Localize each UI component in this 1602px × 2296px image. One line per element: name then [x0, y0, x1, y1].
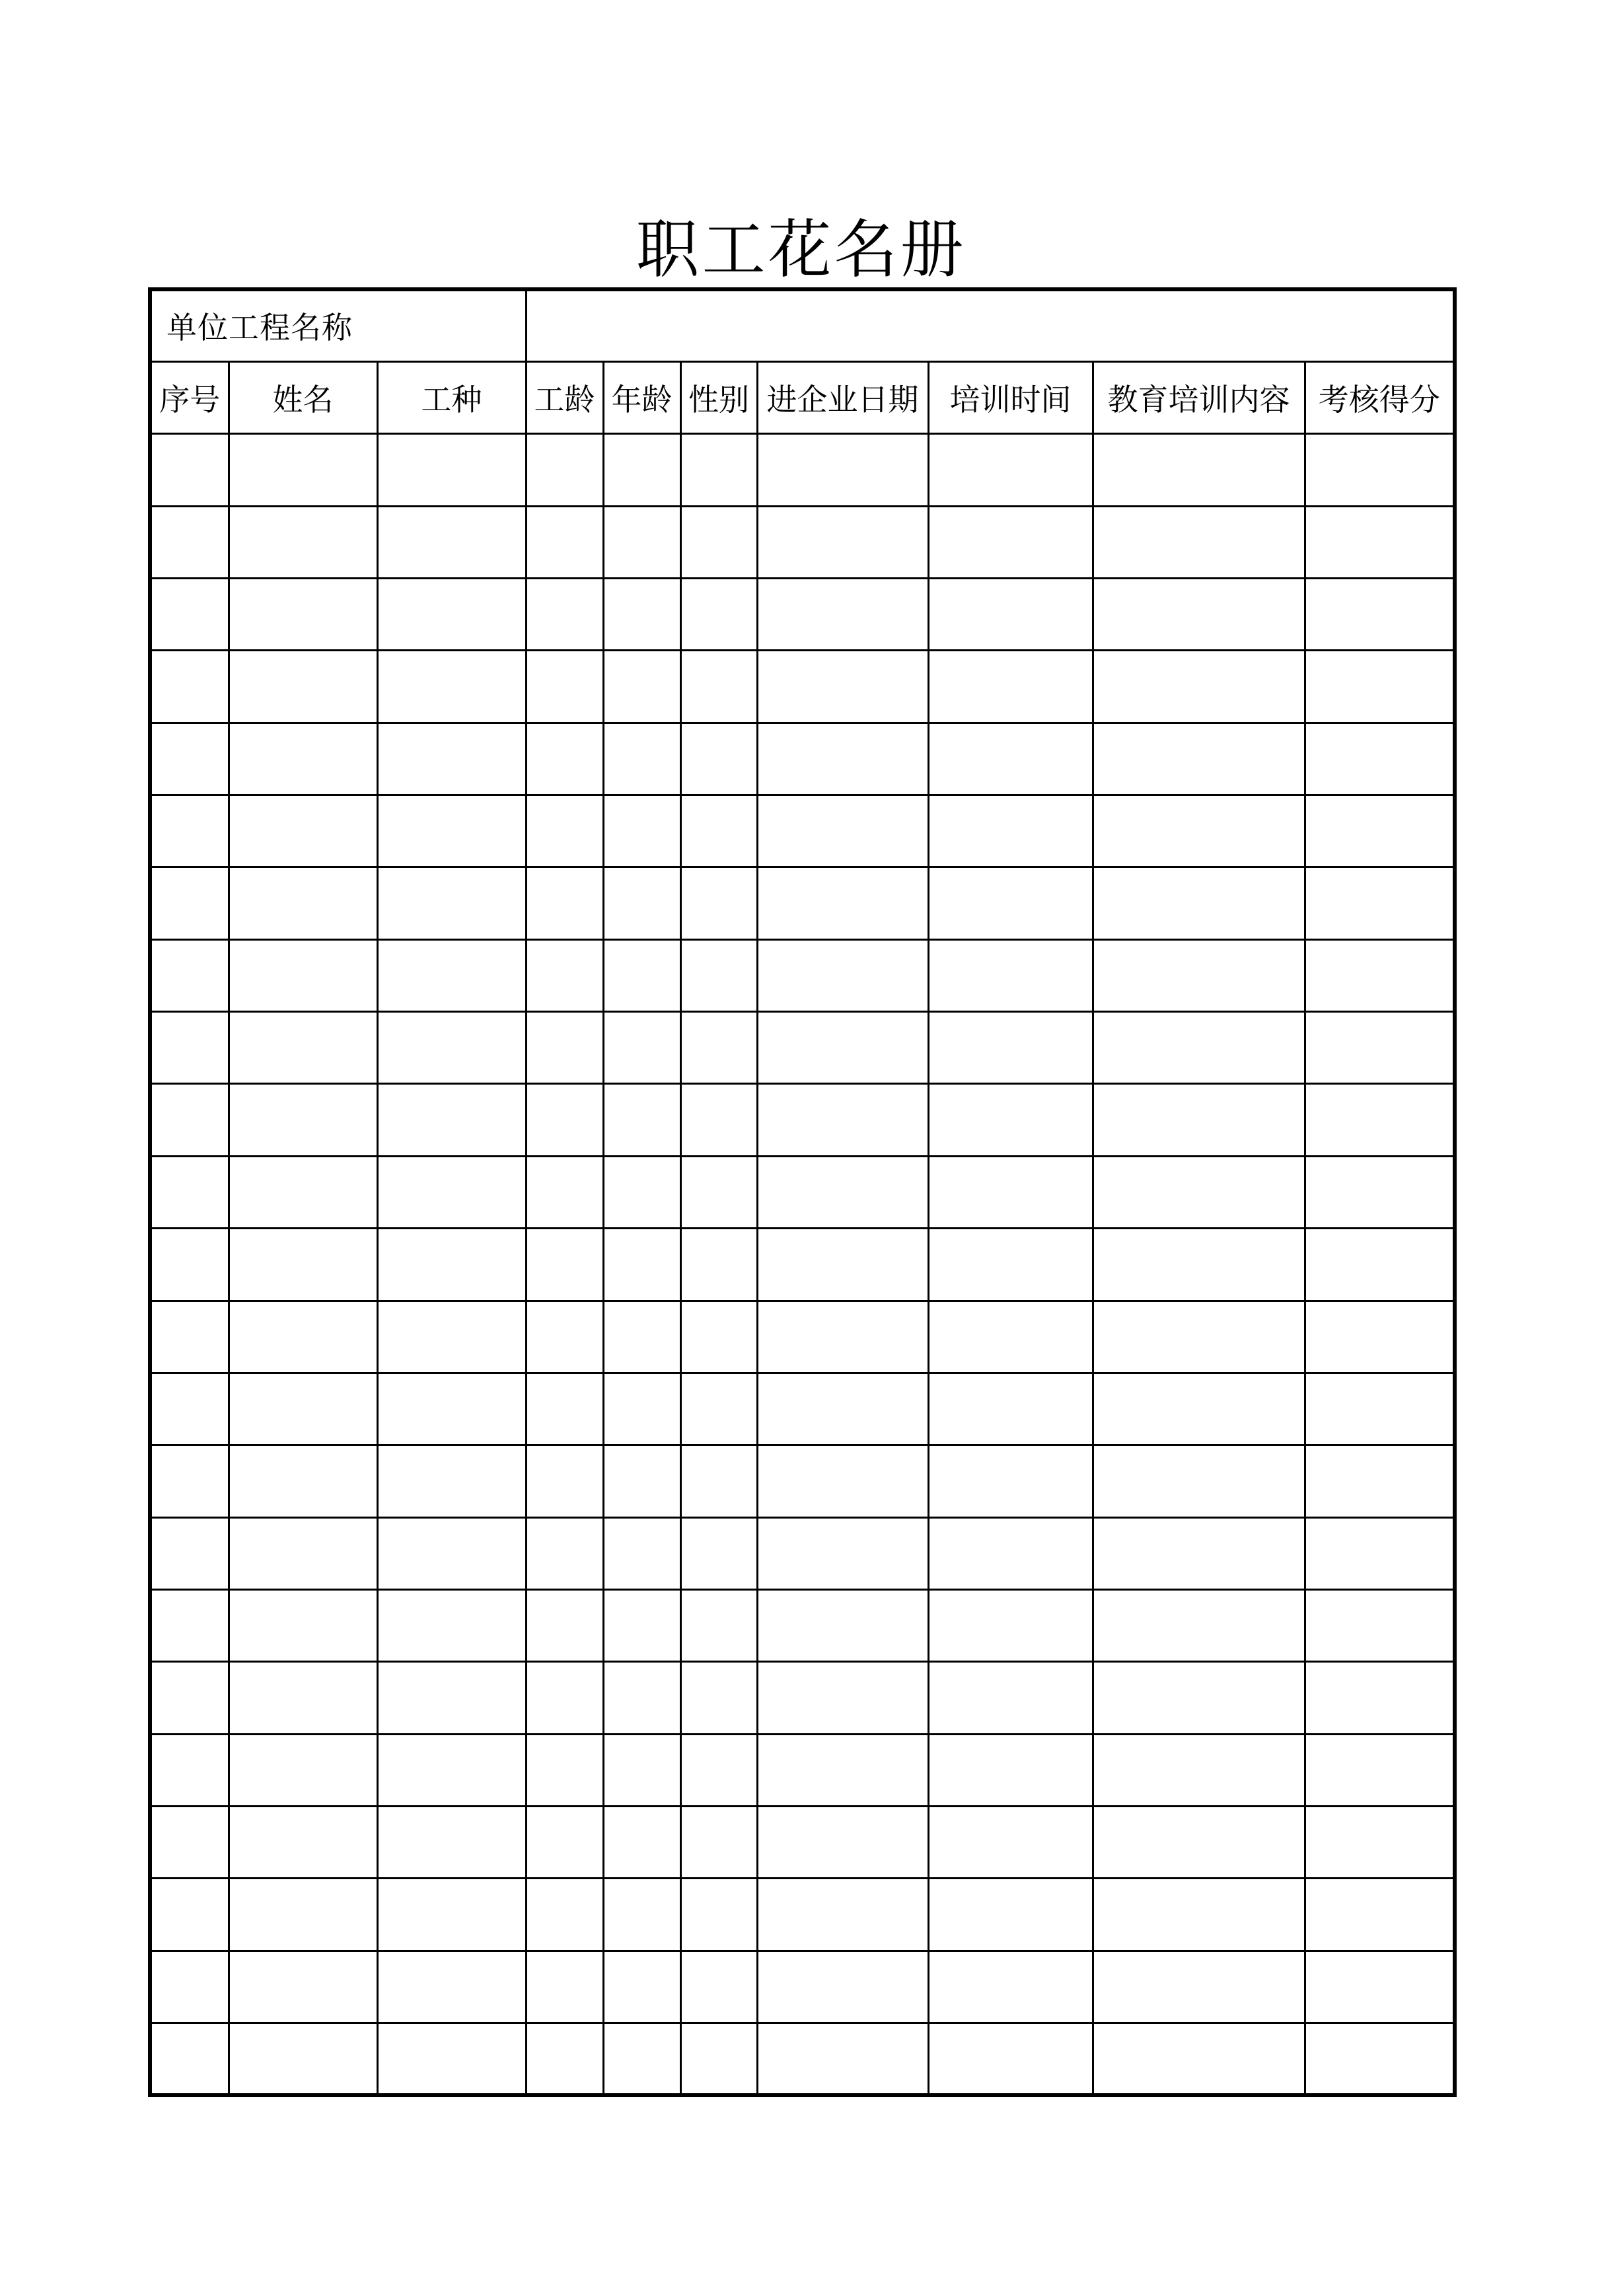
- table-cell[interactable]: [229, 1807, 377, 1879]
- table-row: [150, 578, 1455, 650]
- table-cell[interactable]: [603, 2023, 680, 2095]
- table-row: [150, 651, 1455, 723]
- table-cell[interactable]: [1093, 1879, 1305, 1951]
- table-cell[interactable]: [229, 939, 377, 1011]
- table-cell[interactable]: [757, 578, 928, 650]
- table-cell[interactable]: [928, 1156, 1093, 1228]
- table-cell[interactable]: [229, 1301, 377, 1373]
- table-cell[interactable]: [526, 1951, 603, 2023]
- table-cell[interactable]: [377, 1229, 526, 1301]
- table-cell[interactable]: [150, 1301, 229, 1373]
- table-cell[interactable]: [150, 867, 229, 939]
- table-cell[interactable]: [603, 1517, 680, 1589]
- table-row: [150, 795, 1455, 867]
- table-cell[interactable]: [526, 1589, 603, 1661]
- table-cell[interactable]: [603, 1662, 680, 1734]
- table-cell[interactable]: [1093, 1589, 1305, 1661]
- table-cell[interactable]: [757, 1517, 928, 1589]
- table-cell[interactable]: [757, 1589, 928, 1661]
- table-cell[interactable]: [150, 1373, 229, 1445]
- table-cell[interactable]: [526, 1373, 603, 1445]
- table-cell[interactable]: [150, 506, 229, 578]
- table-cell[interactable]: [1305, 1229, 1455, 1301]
- table-cell[interactable]: [680, 2023, 757, 2095]
- table-cell[interactable]: [526, 939, 603, 1011]
- table-cell[interactable]: [150, 2023, 229, 2095]
- table-cell[interactable]: [526, 1301, 603, 1373]
- table-cell[interactable]: [229, 1734, 377, 1806]
- table-cell[interactable]: [229, 434, 377, 506]
- table-cell[interactable]: [1093, 1734, 1305, 1806]
- table-cell[interactable]: [680, 434, 757, 506]
- table-row: [150, 1301, 1455, 1373]
- table-cell[interactable]: [526, 1807, 603, 1879]
- table-cell[interactable]: [603, 1084, 680, 1156]
- table-cell[interactable]: [526, 1156, 603, 1228]
- table-cell[interactable]: [1305, 434, 1455, 506]
- table-cell[interactable]: [1305, 1012, 1455, 1084]
- table-row: [150, 2023, 1455, 2095]
- table-cell[interactable]: [680, 1156, 757, 1228]
- table-cell[interactable]: [603, 1589, 680, 1661]
- table-cell[interactable]: [1305, 1662, 1455, 1734]
- table-cell[interactable]: [680, 1951, 757, 2023]
- table-cell[interactable]: [928, 651, 1093, 723]
- table-cell[interactable]: [150, 651, 229, 723]
- table-cell[interactable]: [1093, 1301, 1305, 1373]
- table-cell[interactable]: [150, 1662, 229, 1734]
- table-cell[interactable]: [680, 795, 757, 867]
- table-cell[interactable]: [928, 1807, 1093, 1879]
- table-cell[interactable]: [1305, 795, 1455, 867]
- table-cell[interactable]: [377, 651, 526, 723]
- table-cell[interactable]: [680, 1012, 757, 1084]
- table-cell[interactable]: [1305, 506, 1455, 578]
- table-cell[interactable]: [150, 1589, 229, 1661]
- table-cell[interactable]: [150, 1445, 229, 1517]
- table-cell[interactable]: [603, 578, 680, 650]
- table-cell[interactable]: [1093, 434, 1305, 506]
- table-cell[interactable]: [150, 578, 229, 650]
- table-cell[interactable]: [1305, 1951, 1455, 2023]
- table-cell[interactable]: [229, 1951, 377, 2023]
- table-cell[interactable]: [928, 1951, 1093, 2023]
- table-cell[interactable]: [1305, 651, 1455, 723]
- table-cell[interactable]: [229, 1084, 377, 1156]
- table-cell[interactable]: [1093, 1156, 1305, 1228]
- table-cell[interactable]: [150, 939, 229, 1011]
- table-cell[interactable]: [526, 651, 603, 723]
- table-cell[interactable]: [377, 939, 526, 1011]
- table-cell[interactable]: [229, 651, 377, 723]
- table-cell[interactable]: [757, 1807, 928, 1879]
- table-cell[interactable]: [680, 1301, 757, 1373]
- table-cell[interactable]: [229, 578, 377, 650]
- table-cell[interactable]: [757, 2023, 928, 2095]
- table-cell[interactable]: [928, 506, 1093, 578]
- table-cell[interactable]: [526, 867, 603, 939]
- table-row: [150, 723, 1455, 795]
- table-cell[interactable]: [526, 1229, 603, 1301]
- table-cell[interactable]: [377, 1445, 526, 1517]
- table-cell[interactable]: [928, 1373, 1093, 1445]
- table-row: [150, 506, 1455, 578]
- table-cell[interactable]: [229, 1879, 377, 1951]
- table-cell[interactable]: [603, 1229, 680, 1301]
- table-cell[interactable]: [526, 1084, 603, 1156]
- table-row: [150, 1951, 1455, 2023]
- table-cell[interactable]: [928, 723, 1093, 795]
- table-cell[interactable]: [229, 1373, 377, 1445]
- table-cell[interactable]: [757, 795, 928, 867]
- column-header: 培训时间: [928, 361, 1093, 433]
- table-cell[interactable]: [1305, 1156, 1455, 1228]
- table-row: [150, 1229, 1455, 1301]
- table-cell[interactable]: [377, 578, 526, 650]
- table-cell[interactable]: [150, 795, 229, 867]
- table-cell[interactable]: [680, 1084, 757, 1156]
- table-cell[interactable]: [680, 1589, 757, 1661]
- table-cell[interactable]: [680, 1662, 757, 1734]
- table-cell[interactable]: [377, 1301, 526, 1373]
- table-cell[interactable]: [1093, 723, 1305, 795]
- table-cell[interactable]: [229, 723, 377, 795]
- table-cell[interactable]: [757, 1662, 928, 1734]
- table-cell[interactable]: [928, 1445, 1093, 1517]
- table-cell[interactable]: [1305, 1084, 1455, 1156]
- table-cell[interactable]: [1305, 1734, 1455, 1806]
- header-row: [150, 361, 1455, 433]
- table-cell[interactable]: [603, 1301, 680, 1373]
- table-cell[interactable]: [757, 1012, 928, 1084]
- table-cell[interactable]: [757, 1373, 928, 1445]
- table-cell[interactable]: [757, 1879, 928, 1951]
- table-cell[interactable]: [150, 1084, 229, 1156]
- column-header: 工种: [377, 361, 526, 433]
- table-cell[interactable]: [229, 1662, 377, 1734]
- table-cell[interactable]: [757, 1951, 928, 2023]
- table-cell[interactable]: [526, 1879, 603, 1951]
- table-cell[interactable]: [757, 1301, 928, 1373]
- table-cell[interactable]: [377, 2023, 526, 2095]
- table-cell[interactable]: [603, 1807, 680, 1879]
- table-cell[interactable]: [928, 434, 1093, 506]
- column-header: 姓名: [229, 361, 377, 433]
- table-cell[interactable]: [757, 1156, 928, 1228]
- table-cell[interactable]: [1093, 795, 1305, 867]
- table-cell[interactable]: [229, 867, 377, 939]
- table-cell[interactable]: [757, 1734, 928, 1806]
- table-cell[interactable]: [1093, 1517, 1305, 1589]
- table-cell[interactable]: [928, 795, 1093, 867]
- table-cell[interactable]: [150, 1012, 229, 1084]
- table-cell[interactable]: [603, 1951, 680, 2023]
- table-cell[interactable]: [526, 434, 603, 506]
- table-cell[interactable]: [757, 506, 928, 578]
- table-cell[interactable]: [928, 1229, 1093, 1301]
- table-cell[interactable]: [928, 1662, 1093, 1734]
- table-cell[interactable]: [1093, 1807, 1305, 1879]
- table-cell[interactable]: [1305, 867, 1455, 939]
- column-header: 教育培训内容: [1093, 361, 1305, 433]
- table-row: [150, 1156, 1455, 1228]
- table-cell[interactable]: [1305, 1445, 1455, 1517]
- table-cell[interactable]: [757, 1229, 928, 1301]
- table-cell[interactable]: [229, 1012, 377, 1084]
- table-cell[interactable]: [377, 506, 526, 578]
- table-cell[interactable]: [229, 1445, 377, 1517]
- table-cell[interactable]: [1093, 578, 1305, 650]
- table-cell[interactable]: [603, 506, 680, 578]
- table-cell[interactable]: [377, 1879, 526, 1951]
- column-header: 序号: [150, 361, 229, 433]
- table-cell[interactable]: [680, 1373, 757, 1445]
- table-cell[interactable]: [1305, 1517, 1455, 1589]
- table-cell[interactable]: [526, 2023, 603, 2095]
- table-cell[interactable]: [1093, 939, 1305, 1011]
- table-cell[interactable]: [377, 867, 526, 939]
- table-cell[interactable]: [150, 1229, 229, 1301]
- table-row: [150, 434, 1455, 506]
- table-cell[interactable]: [680, 506, 757, 578]
- table-cell[interactable]: [1093, 506, 1305, 578]
- table-cell[interactable]: [928, 578, 1093, 650]
- table-cell[interactable]: [377, 1156, 526, 1228]
- table-cell[interactable]: [757, 1445, 928, 1517]
- table-cell[interactable]: [680, 1734, 757, 1806]
- table-cell[interactable]: [526, 506, 603, 578]
- table-cell[interactable]: [928, 1734, 1093, 1806]
- table-row: [150, 1734, 1455, 1806]
- table-cell[interactable]: [1305, 1879, 1455, 1951]
- table-cell[interactable]: [757, 939, 928, 1011]
- table-cell[interactable]: [150, 1734, 229, 1806]
- table-cell[interactable]: [757, 723, 928, 795]
- table-cell[interactable]: [1305, 1301, 1455, 1373]
- table-cell[interactable]: [928, 1589, 1093, 1661]
- table-cell[interactable]: [526, 1662, 603, 1734]
- table-cell[interactable]: [680, 939, 757, 1011]
- table-cell[interactable]: [603, 1012, 680, 1084]
- column-header: 考核得分: [1305, 361, 1455, 433]
- table-cell[interactable]: [1305, 578, 1455, 650]
- table-cell[interactable]: [1093, 1012, 1305, 1084]
- table-cell[interactable]: [526, 1734, 603, 1806]
- table-row: [150, 939, 1455, 1011]
- table-cell[interactable]: [150, 1807, 229, 1879]
- table-cell[interactable]: [680, 578, 757, 650]
- table-cell[interactable]: [1093, 1951, 1305, 2023]
- table-cell[interactable]: [680, 651, 757, 723]
- table-cell[interactable]: [526, 795, 603, 867]
- table-cell[interactable]: [1305, 723, 1455, 795]
- table-cell[interactable]: [150, 1879, 229, 1951]
- page-title: 职工花名册: [636, 213, 966, 287]
- table-cell[interactable]: [680, 1445, 757, 1517]
- table-cell[interactable]: [680, 1879, 757, 1951]
- table-cell[interactable]: [603, 434, 680, 506]
- table-cell[interactable]: [928, 1012, 1093, 1084]
- table-cell[interactable]: [377, 1517, 526, 1589]
- table-cell[interactable]: [603, 1373, 680, 1445]
- table-cell[interactable]: [377, 1012, 526, 1084]
- column-header: 性别: [680, 361, 757, 433]
- table-cell[interactable]: [603, 795, 680, 867]
- table-cell[interactable]: [928, 867, 1093, 939]
- table-row: [150, 1084, 1455, 1156]
- table-cell[interactable]: [603, 723, 680, 795]
- table-cell[interactable]: [603, 1734, 680, 1806]
- table-cell[interactable]: [377, 1589, 526, 1661]
- table-row: [150, 1879, 1455, 1951]
- roster-table: [148, 287, 1457, 2097]
- unit-name-label: 单位工程名称: [150, 289, 526, 361]
- table-cell[interactable]: [757, 651, 928, 723]
- table-cell[interactable]: [150, 1951, 229, 2023]
- table-cell[interactable]: [229, 506, 377, 578]
- table-cell[interactable]: [1305, 2023, 1455, 2095]
- table-cell[interactable]: [229, 1517, 377, 1589]
- table-row: [150, 1662, 1455, 1734]
- table-cell[interactable]: [603, 867, 680, 939]
- table-cell[interactable]: [377, 1807, 526, 1879]
- table-cell[interactable]: [526, 1012, 603, 1084]
- table-row: [150, 1373, 1455, 1445]
- table-cell[interactable]: [377, 723, 526, 795]
- table-cell[interactable]: [1305, 1589, 1455, 1661]
- table-cell[interactable]: [757, 434, 928, 506]
- table-cell[interactable]: [229, 795, 377, 867]
- table-cell[interactable]: [150, 1156, 229, 1228]
- table-cell[interactable]: [680, 1807, 757, 1879]
- table-cell[interactable]: [229, 1229, 377, 1301]
- table-cell[interactable]: [603, 651, 680, 723]
- table-row: [150, 1517, 1455, 1589]
- table-cell[interactable]: [1093, 2023, 1305, 2095]
- table-cell[interactable]: [928, 1084, 1093, 1156]
- table-cell[interactable]: [680, 723, 757, 795]
- table-cell[interactable]: [1305, 939, 1455, 1011]
- table-cell[interactable]: [928, 939, 1093, 1011]
- table-row: [150, 1445, 1455, 1517]
- table-cell[interactable]: [150, 434, 229, 506]
- table-cell[interactable]: [603, 1879, 680, 1951]
- column-header: 年龄: [603, 361, 680, 433]
- table-cell[interactable]: [1305, 1373, 1455, 1445]
- table-cell[interactable]: [603, 1445, 680, 1517]
- column-header: 进企业日期: [757, 361, 928, 433]
- table-cell[interactable]: [1093, 1445, 1305, 1517]
- table-cell[interactable]: [150, 1517, 229, 1589]
- table-cell[interactable]: [377, 1084, 526, 1156]
- table-cell[interactable]: [928, 1879, 1093, 1951]
- table-cell[interactable]: [526, 723, 603, 795]
- table-cell[interactable]: [377, 1662, 526, 1734]
- table-row: [150, 867, 1455, 939]
- table-cell[interactable]: [1093, 1229, 1305, 1301]
- table-cell[interactable]: [757, 867, 928, 939]
- table-cell[interactable]: [603, 1156, 680, 1228]
- table-cell[interactable]: [150, 723, 229, 795]
- table-cell[interactable]: [229, 1156, 377, 1228]
- table-cell[interactable]: [377, 795, 526, 867]
- unit-row: [150, 289, 1455, 361]
- table-cell[interactable]: [1093, 1373, 1305, 1445]
- table-cell[interactable]: [377, 1951, 526, 2023]
- table-cell[interactable]: [603, 939, 680, 1011]
- table-row: [150, 1807, 1455, 1879]
- table-cell[interactable]: [526, 1517, 603, 1589]
- table-row: [150, 1589, 1455, 1661]
- table-cell[interactable]: [928, 2023, 1093, 2095]
- table-cell[interactable]: [1093, 1662, 1305, 1734]
- table-cell[interactable]: [526, 1445, 603, 1517]
- table-cell[interactable]: [1093, 1084, 1305, 1156]
- table-cell[interactable]: [757, 1084, 928, 1156]
- table-cell[interactable]: [680, 1517, 757, 1589]
- table-cell[interactable]: [526, 578, 603, 650]
- table-cell[interactable]: [680, 1229, 757, 1301]
- table-cell[interactable]: [1305, 1807, 1455, 1879]
- table-row: [150, 1012, 1455, 1084]
- table-cell[interactable]: [1093, 651, 1305, 723]
- table-cell[interactable]: [1093, 867, 1305, 939]
- table-cell[interactable]: [928, 1517, 1093, 1589]
- table-cell[interactable]: [377, 1734, 526, 1806]
- table-cell[interactable]: [229, 2023, 377, 2095]
- column-header: 工龄: [526, 361, 603, 433]
- unit-name-value[interactable]: [526, 289, 1455, 361]
- table-cell[interactable]: [377, 434, 526, 506]
- table-cell[interactable]: [377, 1373, 526, 1445]
- table-cell[interactable]: [928, 1301, 1093, 1373]
- table-cell[interactable]: [229, 1589, 377, 1661]
- table-cell[interactable]: [680, 867, 757, 939]
